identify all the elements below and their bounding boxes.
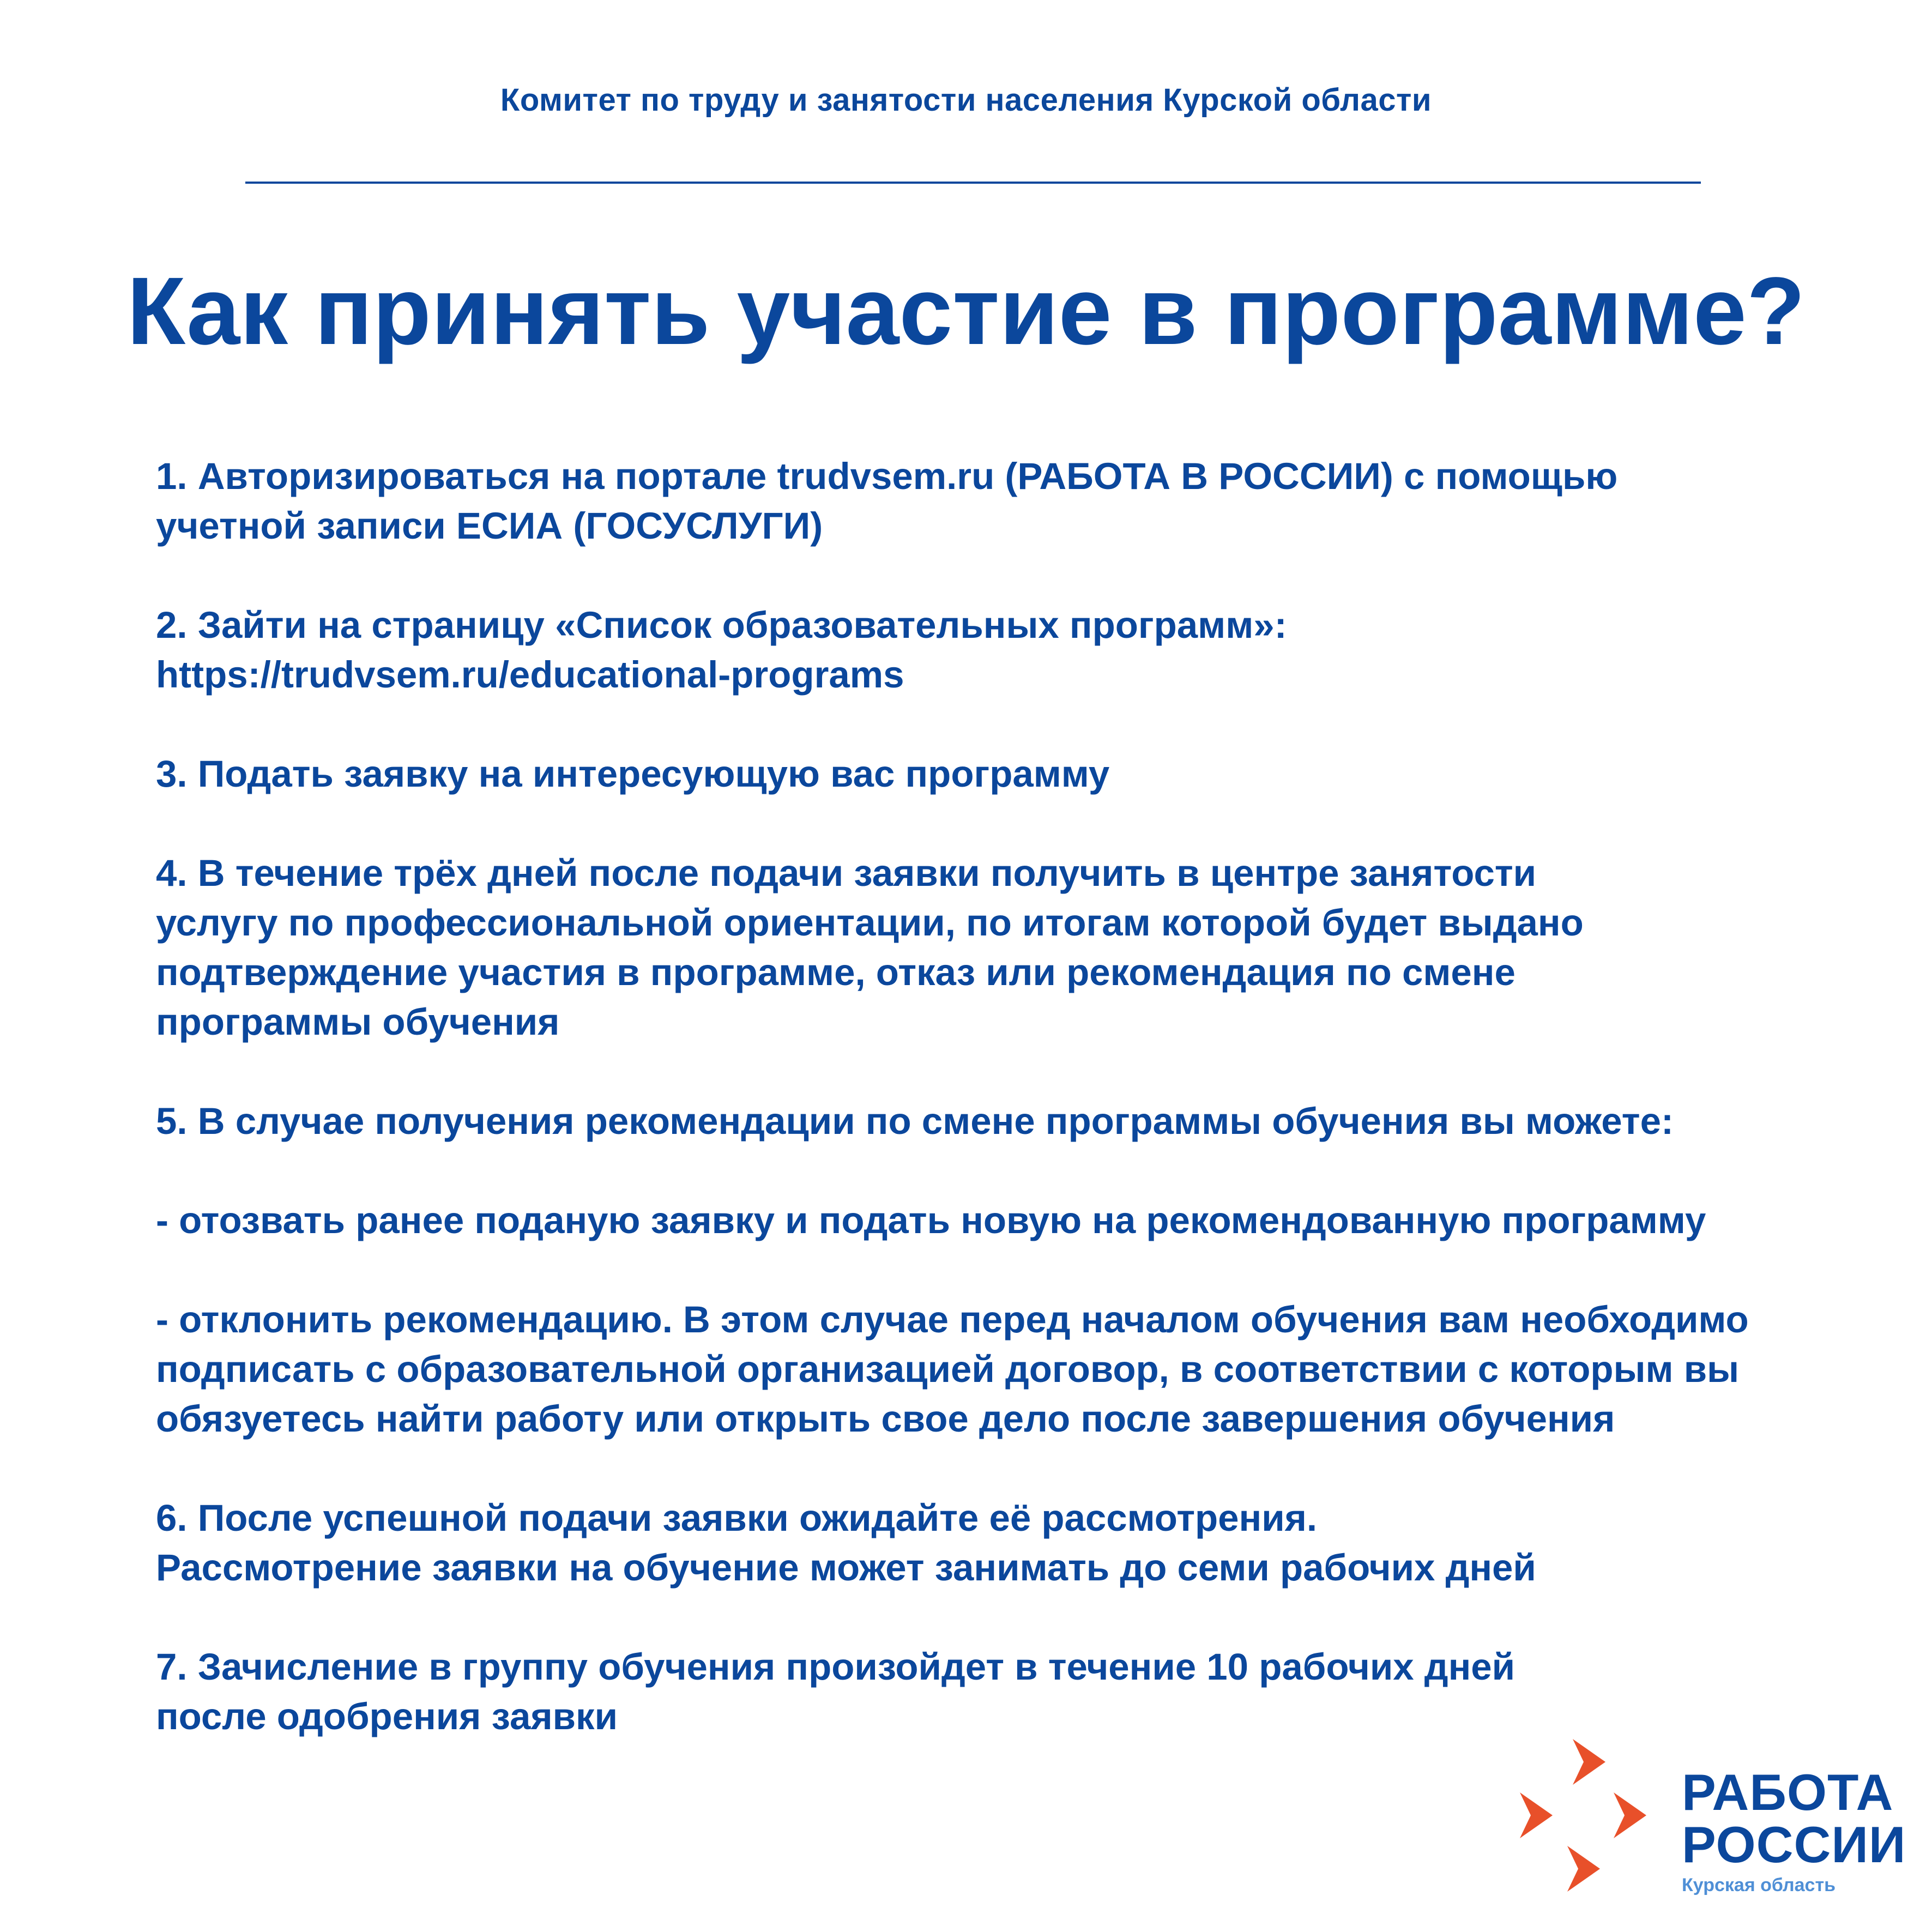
step-line: 4. В течение трёх дней после подачи заявки получить в центре занятости — [156, 852, 1537, 894]
step-line: после одобрения заявки — [156, 1695, 618, 1737]
page-title: Как принять участие в программе? — [126, 258, 1806, 365]
logo-text — [1682, 1766, 1906, 1899]
step-6 — [156, 1493, 1900, 1592]
logo-line-1: РАБОТА — [1682, 1764, 1894, 1821]
step-line: 7. Зачисление в группу обучения произойдет в течение 10 рабочих дней — [156, 1646, 1516, 1688]
step-line: обязуетесь найти работу или открыть свое дело после завершения обучения — [156, 1398, 1615, 1440]
step-5 — [156, 1096, 1900, 1146]
four-orange-arrows-icon — [1510, 1734, 1668, 1897]
step-1 — [156, 451, 1900, 551]
step-line: 5. В случае получения рекомендации по смене программы обучения вы можете: — [156, 1100, 1674, 1142]
step-link[interactable]: https://trudvsem.ru/educational-programs — [156, 654, 904, 696]
step-5-option-withdraw — [156, 1196, 1900, 1245]
logo-subtitle: Курская область — [1682, 1875, 1836, 1895]
rabota-rossii-logo — [1510, 1734, 1906, 1903]
step-line: 6. После успешной подачи заявки ожидайте её рассмотрения. — [156, 1497, 1318, 1539]
step-line: 3. Подать заявку на интересующую вас программу — [156, 753, 1110, 795]
organization-header: Комитет по труду и занятости населения Курской области — [500, 82, 1432, 118]
step-5-option-decline — [156, 1295, 1900, 1444]
step-line: - отклонить рекомендацию. В этом случае перед началом обучения вам необходимо — [156, 1299, 1749, 1341]
logo-line-2: РОССИИ — [1682, 1816, 1906, 1873]
step-7 — [156, 1642, 1900, 1741]
step-line: программы обучения — [156, 1001, 560, 1043]
step-line: Рассмотрение заявки на обучение может занимать до семи рабочих дней — [156, 1547, 1536, 1589]
step-line: 1. Авторизироваться на портале trudvsem.ru (РАБОТА В РОССИИ) с помощью — [156, 455, 1618, 497]
step-line: услугу по профессиональной ориентации, по итогам которой будет выдано — [156, 902, 1584, 944]
step-2 — [156, 600, 1900, 699]
step-line: 2. Зайти на страницу «Список образовательных программ»: — [156, 604, 1287, 646]
step-3 — [156, 749, 1900, 799]
step-line: подписать с образовательной организацией договор, в соответствии с которым вы — [156, 1348, 1740, 1390]
steps-list — [156, 451, 1900, 1791]
step-line: - отозвать ранее поданую заявку и подать новую на рекомендованную программу — [156, 1199, 1706, 1241]
step-line: учетной записи ЕСИА (ГОСУСЛУГИ) — [156, 505, 823, 547]
step-4 — [156, 848, 1900, 1047]
header-divider — [245, 182, 1701, 184]
step-line: подтверждение участия в программе, отказ или рекомендация по смене — [156, 951, 1516, 993]
